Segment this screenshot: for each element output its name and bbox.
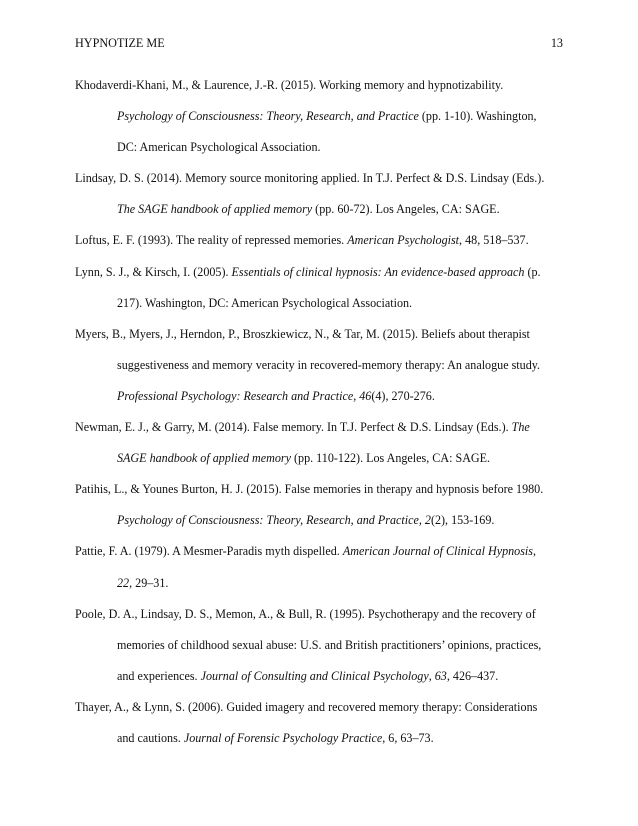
reference-entry xyxy=(75,474,565,536)
text-segment: , xyxy=(428,668,435,683)
reference-line xyxy=(75,319,565,350)
text-segment: (p. xyxy=(524,264,541,279)
text-segment: DC: American Psychological Association. xyxy=(117,140,321,155)
reference-line xyxy=(75,505,565,536)
italic-segment: Psychology of Consciousness: Theory, Research, and Practice, 2 xyxy=(117,513,431,528)
text-segment: (pp. 1-10). Washington, xyxy=(418,109,537,124)
reference-entry xyxy=(75,257,565,319)
text-segment: (2), 153-169. xyxy=(430,513,495,528)
reference-entry xyxy=(75,412,565,474)
reference-entry xyxy=(75,692,565,754)
reference-line xyxy=(75,381,565,412)
text-segment: and experiences. xyxy=(117,668,201,683)
text-segment: Khodaverdi-Khani, M., & Laurence, J.-R. (2015). Working memory and hypnotizability. xyxy=(75,78,504,92)
reference-entry xyxy=(75,319,565,412)
page-header xyxy=(75,36,563,51)
text-segment: , 6, 63–73. xyxy=(382,730,434,745)
reference-line xyxy=(75,568,565,599)
text-segment: (pp. 60-72). Los Angeles, CA: SAGE. xyxy=(312,202,500,217)
text-segment: , 426–437. xyxy=(446,668,499,683)
running-head: HYPNOTIZE ME xyxy=(75,36,165,50)
italic-segment: The SAGE handbook of applied memory xyxy=(117,202,313,217)
text-segment: Thayer, A., & Lynn, S. (2006). Guided imagery and recovered memory therapy: Considerations xyxy=(75,699,538,714)
reference-line xyxy=(75,692,565,723)
text-segment: , 29–31. xyxy=(129,575,169,590)
reference-line xyxy=(75,70,565,101)
reference-line xyxy=(75,132,565,163)
text-segment: Myers, B., Myers, J., Herndon, P., Broszkiewicz, N., & Tar, M. (2015). Beliefs about therapist xyxy=(75,326,530,341)
reference-line xyxy=(75,101,565,132)
text-segment: (4), 270-276. xyxy=(371,388,435,403)
text-segment: and cautions. xyxy=(117,730,184,745)
reference-entry xyxy=(75,536,565,598)
text-segment: (pp. 110-122). Los Angeles, CA: SAGE. xyxy=(290,451,491,466)
reference-line xyxy=(75,225,565,256)
reference-line xyxy=(75,536,565,567)
italic-segment: Psychology of Consciousness: Theory, Research, and Practice xyxy=(117,109,419,124)
reference-line xyxy=(75,412,565,443)
reference-line xyxy=(75,599,565,630)
reference-line xyxy=(75,163,565,194)
text-segment: memories of childhood sexual abuse: U.S. and British practitioners’ opinions, practices, xyxy=(117,637,542,652)
reference-entry xyxy=(75,163,565,225)
italic-segment: Professional Psychology: Research and Practice, 46 xyxy=(117,388,372,403)
reference-line xyxy=(75,443,565,474)
reference-entry xyxy=(75,225,565,256)
italic-segment: SAGE handbook of applied memory xyxy=(117,451,291,466)
text-segment: Patihis, L., & Younes Burton, H. J. (2015). False memories in therapy and hypnosis before 1980. xyxy=(75,482,544,497)
text-segment: Newman, E. J., & Garry, M. (2014). False memory. In T.J. Perfect & D.S. Lindsay (Eds.). xyxy=(75,420,512,435)
reference-list xyxy=(75,70,565,754)
text-segment: Loftus, E. F. (1993). The reality of repressed memories. xyxy=(75,233,348,248)
text-segment: Lindsay, D. S. (2014). Memory source monitoring applied. In T.J. Perfect & D.S. Lindsay (Eds.). xyxy=(75,171,545,186)
italic-segment: American Journal of Clinical Hypnosis xyxy=(342,544,533,559)
italic-segment: 22 xyxy=(117,575,130,590)
page-number: 13 xyxy=(550,36,563,50)
reference-line xyxy=(75,474,565,505)
italic-segment: Journal of Forensic Psychology Practice xyxy=(183,730,383,745)
text-segment: Lynn, S. J., & Kirsch, I. (2005). xyxy=(75,264,232,279)
reference-line xyxy=(75,194,565,225)
reference-line xyxy=(75,723,565,754)
text-segment: Poole, D. A., Lindsay, D. S., Memon, A., & Bull, R. (1995). Psychotherapy and the recovery of xyxy=(75,606,536,621)
italic-segment: 63 xyxy=(434,668,447,683)
reference-line xyxy=(75,350,565,381)
text-segment: , xyxy=(532,544,537,559)
reference-line xyxy=(75,257,565,288)
reference-line xyxy=(75,630,565,661)
italic-segment: American Psychologist xyxy=(347,233,460,248)
text-segment: Pattie, F. A. (1979). A Mesmer-Paradis myth dispelled. xyxy=(75,544,343,559)
italic-segment: Journal of Consulting and Clinical Psychology xyxy=(200,668,429,683)
reference-line xyxy=(75,661,565,692)
reference-line xyxy=(75,288,565,319)
italic-segment: Essentials of clinical hypnosis: An evidence-based approach xyxy=(231,264,525,279)
reference-entry xyxy=(75,599,565,692)
text-segment: 217). Washington, DC: American Psychological Association. xyxy=(117,295,413,310)
italic-segment: The xyxy=(511,420,530,435)
text-segment: , 48, 518–537. xyxy=(459,233,529,248)
text-segment: suggestiveness and memory veracity in recovered-memory therapy: An analogue study. xyxy=(117,357,541,372)
reference-entry xyxy=(75,70,565,163)
